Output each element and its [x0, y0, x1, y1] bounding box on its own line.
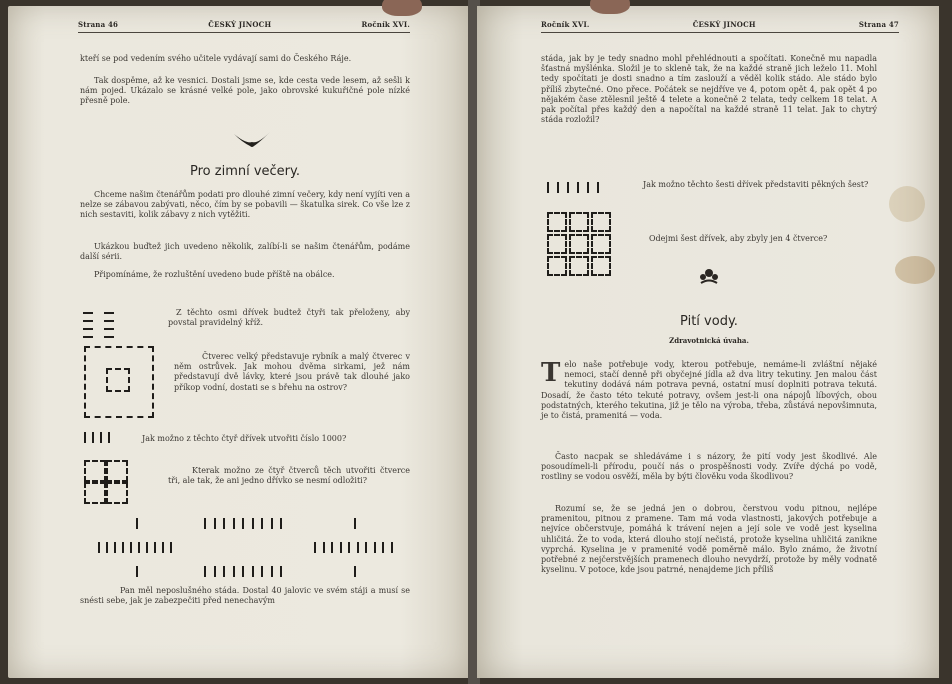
matchstick: [214, 566, 216, 577]
matchstick-square: [106, 482, 128, 504]
magazine-title: ČESKÝ JINOCH: [208, 20, 272, 29]
matchstick: [391, 542, 393, 553]
flower-ornament: [697, 266, 721, 286]
matchstick: [170, 542, 172, 553]
intro-paragraph-2: Tak dospěme, až ke vesnici. Dostali jsme se, kde cesta vede lesem, až sešli k nám pojed. Ukázalo se krásné velké pole, jako obrovské kukuřičné pole nízké přesně pole.: [80, 76, 410, 106]
matchstick: [136, 566, 138, 577]
matchstick: [280, 566, 282, 577]
paragraph-2: Ukázkou buďtež jich uvedeno několik, zalíbí-li se našim čtenářům, podáme další sérii.: [80, 242, 410, 262]
matchstick-square: [84, 460, 106, 482]
matchstick: [106, 542, 108, 553]
page-header: [541, 20, 899, 33]
volume-label: Ročník XVI.: [541, 20, 590, 29]
matchstick: [242, 566, 244, 577]
closing-paragraph: Pan měl neposlušného stáda. Dostal 40 jalovic ve svém stáji a musí se snésti sebe, jak je zabezpečiti před nenechavým: [80, 586, 410, 606]
matchstick: [138, 542, 140, 553]
matchstick-square: [84, 482, 106, 504]
matchstick: [242, 518, 244, 529]
paragraph-2-text: elo naše potřebuje vody, kterou potřebuje, nemáme-li zvláštní nějaké nemoci, stačí denně při obyčejné jídla až dva litry tekutiny. Jen malou část tekutiny dodává nám potrava pevná, ostatní musí doplniti potrava tekutá. Dosadí, že často této tekuté potravy, ovšem jest-li ona nápojů líbových, obou podstatných, kterého tekutina, již je tělo na výroba, třeba, zůstává nepovšimnuta, je to čistá, pramenitá — voda.: [541, 360, 877, 421]
puzzle-1000-text: Jak možno z těchto čtyř dřívek utvořiti číslo 1000?: [142, 434, 347, 443]
matchstick: [233, 566, 235, 577]
section-title: Pro zimní večery.: [190, 164, 300, 179]
paragraph-2: [541, 360, 877, 421]
matchstick: [354, 566, 356, 577]
matchstick: [271, 566, 273, 577]
magazine-title: ČESKÝ JINOCH: [692, 20, 756, 29]
matchstick: [331, 542, 333, 553]
puzzle-pond-text: Čtverec velký představuje rybník a malý čtverec v něm ostrůvek. Jak mohou dvěma sirkami, jež nám představují dvě lávky, které jsou právě tak dlouhé jako příkop vodní, dostati se s břehu na ostrov?: [174, 352, 410, 392]
page-number: Strana 47: [858, 20, 899, 29]
matchstick: [162, 542, 164, 553]
matchstick-square: [569, 234, 589, 254]
paragraph-3: Často nacpak se shledáváme i s názory, že pití vody jest škodlivé. Ale posoudímeli-li přírodu, poučí nás o prospěšnosti vody. Zvíře dýchá po vodě, rostliny se vodou osvěží, měla by býti člověku voda škodlivou?: [541, 452, 877, 482]
matchstick: [382, 542, 384, 553]
matchstick-square: [547, 256, 567, 276]
matchstick-square: [591, 256, 611, 276]
matchstick: [233, 518, 235, 529]
paragraph-4: Rozumí se, že se jedná jen o dobrou, čerstvou vodu pitnou, nejlépe pramenitou, pitnou z pramene. Tam má voda vlastnosti, jakových potřebuje a nejvíce občerstvuje, pomáhá k trávení nejen a její sole ve vodě jest kyselina uhličitá. Že to voda, která dlouho stojí nečistá, protože kyselina uhličitá zanikne vyprchá. Kyselina je v pramenité vodě poměrně málo. Bylo známo, že životní potřebné z nejčerstvějších pramenech dlouho nevydrží, protože by měly vodnatě kyselinu. V potoce, kde jsou patrné, nenajdeme jich příliš: [541, 504, 877, 575]
matchstick: [204, 566, 206, 577]
matchstick: [314, 542, 316, 553]
matchstick: [130, 542, 132, 553]
swallow-ornament: [232, 130, 272, 148]
paper-stain: [889, 186, 925, 222]
matchstick: [348, 542, 350, 553]
matchstick-square: [591, 234, 611, 254]
matchstick: [252, 566, 254, 577]
right-page: [477, 6, 939, 678]
matchstick: [136, 518, 138, 529]
matchstick: [365, 542, 367, 553]
matchstick-square: [591, 212, 611, 232]
matchstick: [261, 518, 263, 529]
paragraph-1: stáda, jak by je tedy snadno mohl přehlédnouti a spočítati. Konečně mu napadla šťastná myšlénka. Složil je to skleně tak, že na každé straně jich leželo 11. Mohl tedy spočítati je dosti snadno a tím zaslouží a věděl kolik stádo. Ale stádo bylo příliš zbytečné. Ono přece. Počátek se nejdříve ve 4, potom opět 4, pak opět 4 po nějakém čase ztělesnil ještě 4 telete a konečně 2 telata, tedy celkem 18 telat. A pak počítal přes každý den a napočítal na každé straně 11 telat. Jak to chytrý stáda rozložil?: [541, 54, 877, 125]
matchstick: [214, 518, 216, 529]
matchstick: [357, 542, 359, 553]
matchstick: [146, 542, 148, 553]
drop-cap: T: [541, 358, 561, 388]
matchstick-square: [106, 460, 128, 482]
left-page: [8, 6, 470, 678]
matchstick: [223, 566, 225, 577]
section-title: Pití vody.: [680, 314, 738, 329]
page-number: Strana 46: [78, 20, 119, 29]
section-subtitle: Zdravotnická úvaha.: [669, 336, 749, 345]
matchstick: [271, 518, 273, 529]
matchstick: [114, 542, 116, 553]
matchstick-square: [547, 212, 567, 232]
matchstick: [354, 518, 356, 529]
matchstick-square: [547, 234, 567, 254]
paragraph-3: Připomínáme, že rozluštění uvedeno bude příště na obálce.: [94, 270, 335, 279]
paragraph-1: Chceme našim čtenářům podati pro dlouhé zimní večery, kdy není vyjíti ven a nelze se zábavou zabývati, něco, čím by se pobavili — škatulka sirek. Co vše lze z nich sestaviti, kolik zábavy z nich vytěžiti.: [80, 190, 410, 220]
puzzle-grid-text: Odejmi šest dřívek, aby zbyly jen 4 čtverce?: [649, 234, 828, 243]
matchstick: [98, 542, 100, 553]
puzzle-squares-text: Kterak možno ze čtyř čtverců těch utvořiti čtverce tři, ale tak, že ani jedno dřívko se nesmí odložiti?: [168, 466, 410, 486]
matchstick: [340, 542, 342, 553]
matchstick: [252, 518, 254, 529]
matchstick-square: [569, 256, 589, 276]
volume-label: Ročník XVI.: [361, 20, 410, 29]
matchstick: [122, 542, 124, 553]
puzzle-cross-text: Z těchto osmi dřívek budtež čtyři tak přeloženy, aby povstal pravidelný kříž.: [168, 308, 410, 328]
finger: [590, 0, 630, 14]
matchstick-puzzle-island: [106, 368, 130, 392]
finger: [382, 0, 422, 16]
matchstick-square: [569, 212, 589, 232]
matchstick: [223, 518, 225, 529]
matchstick: [323, 542, 325, 553]
matchstick: [261, 566, 263, 577]
matchstick: [154, 542, 156, 553]
matchstick: [280, 518, 282, 529]
paper-stain: [895, 256, 935, 284]
puzzle-six-text: Jak možno těchto šesti dřívek představiti pěkných šest?: [643, 180, 869, 189]
intro-paragraph-1: kteří se pod vedením svého učitele vydávají sami do Českého Ráje.: [80, 54, 352, 63]
page-header: [78, 20, 410, 33]
matchstick: [204, 518, 206, 529]
matchstick: [374, 542, 376, 553]
